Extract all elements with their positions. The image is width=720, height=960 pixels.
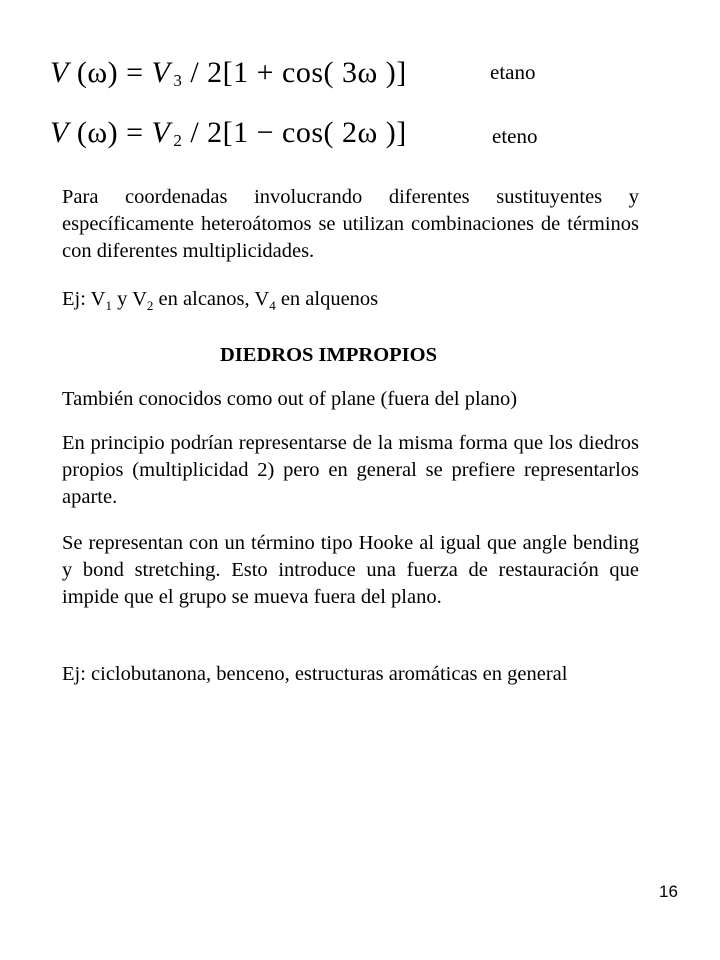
example-sub-4: 4 bbox=[269, 298, 276, 313]
paragraph-out-of-plane: También conocidos como out of plane (fuera del plano) bbox=[62, 388, 518, 410]
eq2-rhs-var: V bbox=[151, 116, 171, 149]
page-number: 16 bbox=[659, 882, 678, 901]
example-sub-2: 2 bbox=[146, 298, 154, 313]
example-mid-1: y V bbox=[111, 288, 147, 310]
eq2-lhs-arg: (ω) bbox=[76, 116, 119, 149]
equation-label-etano: etano bbox=[490, 60, 536, 84]
example-sub-1: 1 bbox=[105, 298, 112, 313]
paragraph-hooke-term: Se representan con un término tipo Hooke al igual que angle bending y bond stretching. Esto introduce una fuerza de restauración que impide que el grupo se mueva fuera del plano. bbox=[62, 532, 639, 608]
equation-label-eteno: eteno bbox=[492, 124, 538, 148]
paragraph-examples: Ej: ciclobutanona, benceno, estructuras aromáticas en general bbox=[62, 663, 568, 685]
eq1-lhs-arg: (ω) bbox=[76, 56, 119, 89]
example-prefix: Ej: V bbox=[62, 288, 106, 310]
eq1-lhs-var: V bbox=[50, 56, 69, 89]
example-mid-2: en alcanos, V bbox=[153, 288, 270, 310]
example-multiplicities bbox=[62, 286, 639, 314]
eq2-equals: = bbox=[126, 116, 144, 149]
section-heading: DIEDROS IMPROPIOS bbox=[220, 344, 437, 366]
paragraph-representation: En principio podrían representarse de la misma forma que los diedros propios (multiplicidad 2) pero en general se prefiere representarlos aparte. bbox=[62, 432, 639, 508]
example-suffix: en alquenos bbox=[275, 288, 379, 310]
equation-eteno bbox=[50, 117, 407, 153]
eq2-lhs-var: V bbox=[50, 116, 69, 149]
eq1-rhs-var: V bbox=[151, 56, 171, 89]
eq1-equals: = bbox=[126, 56, 144, 89]
paragraph-combinations: Para coordenadas involucrando diferentes sustituyentes y específicamente heteroátomos se utilizan combinaciones de términos con diferentes multiplicidades. bbox=[62, 186, 639, 262]
eq2-rhs-rest: / 2[1 − cos( 2ω )] bbox=[190, 116, 407, 149]
eq2-rhs-sub: 2 bbox=[173, 131, 183, 150]
eq1-rhs-rest: / 2[1 + cos( 3ω )] bbox=[190, 56, 407, 89]
equation-etano bbox=[50, 57, 407, 93]
eq1-rhs-sub: 3 bbox=[173, 71, 183, 90]
